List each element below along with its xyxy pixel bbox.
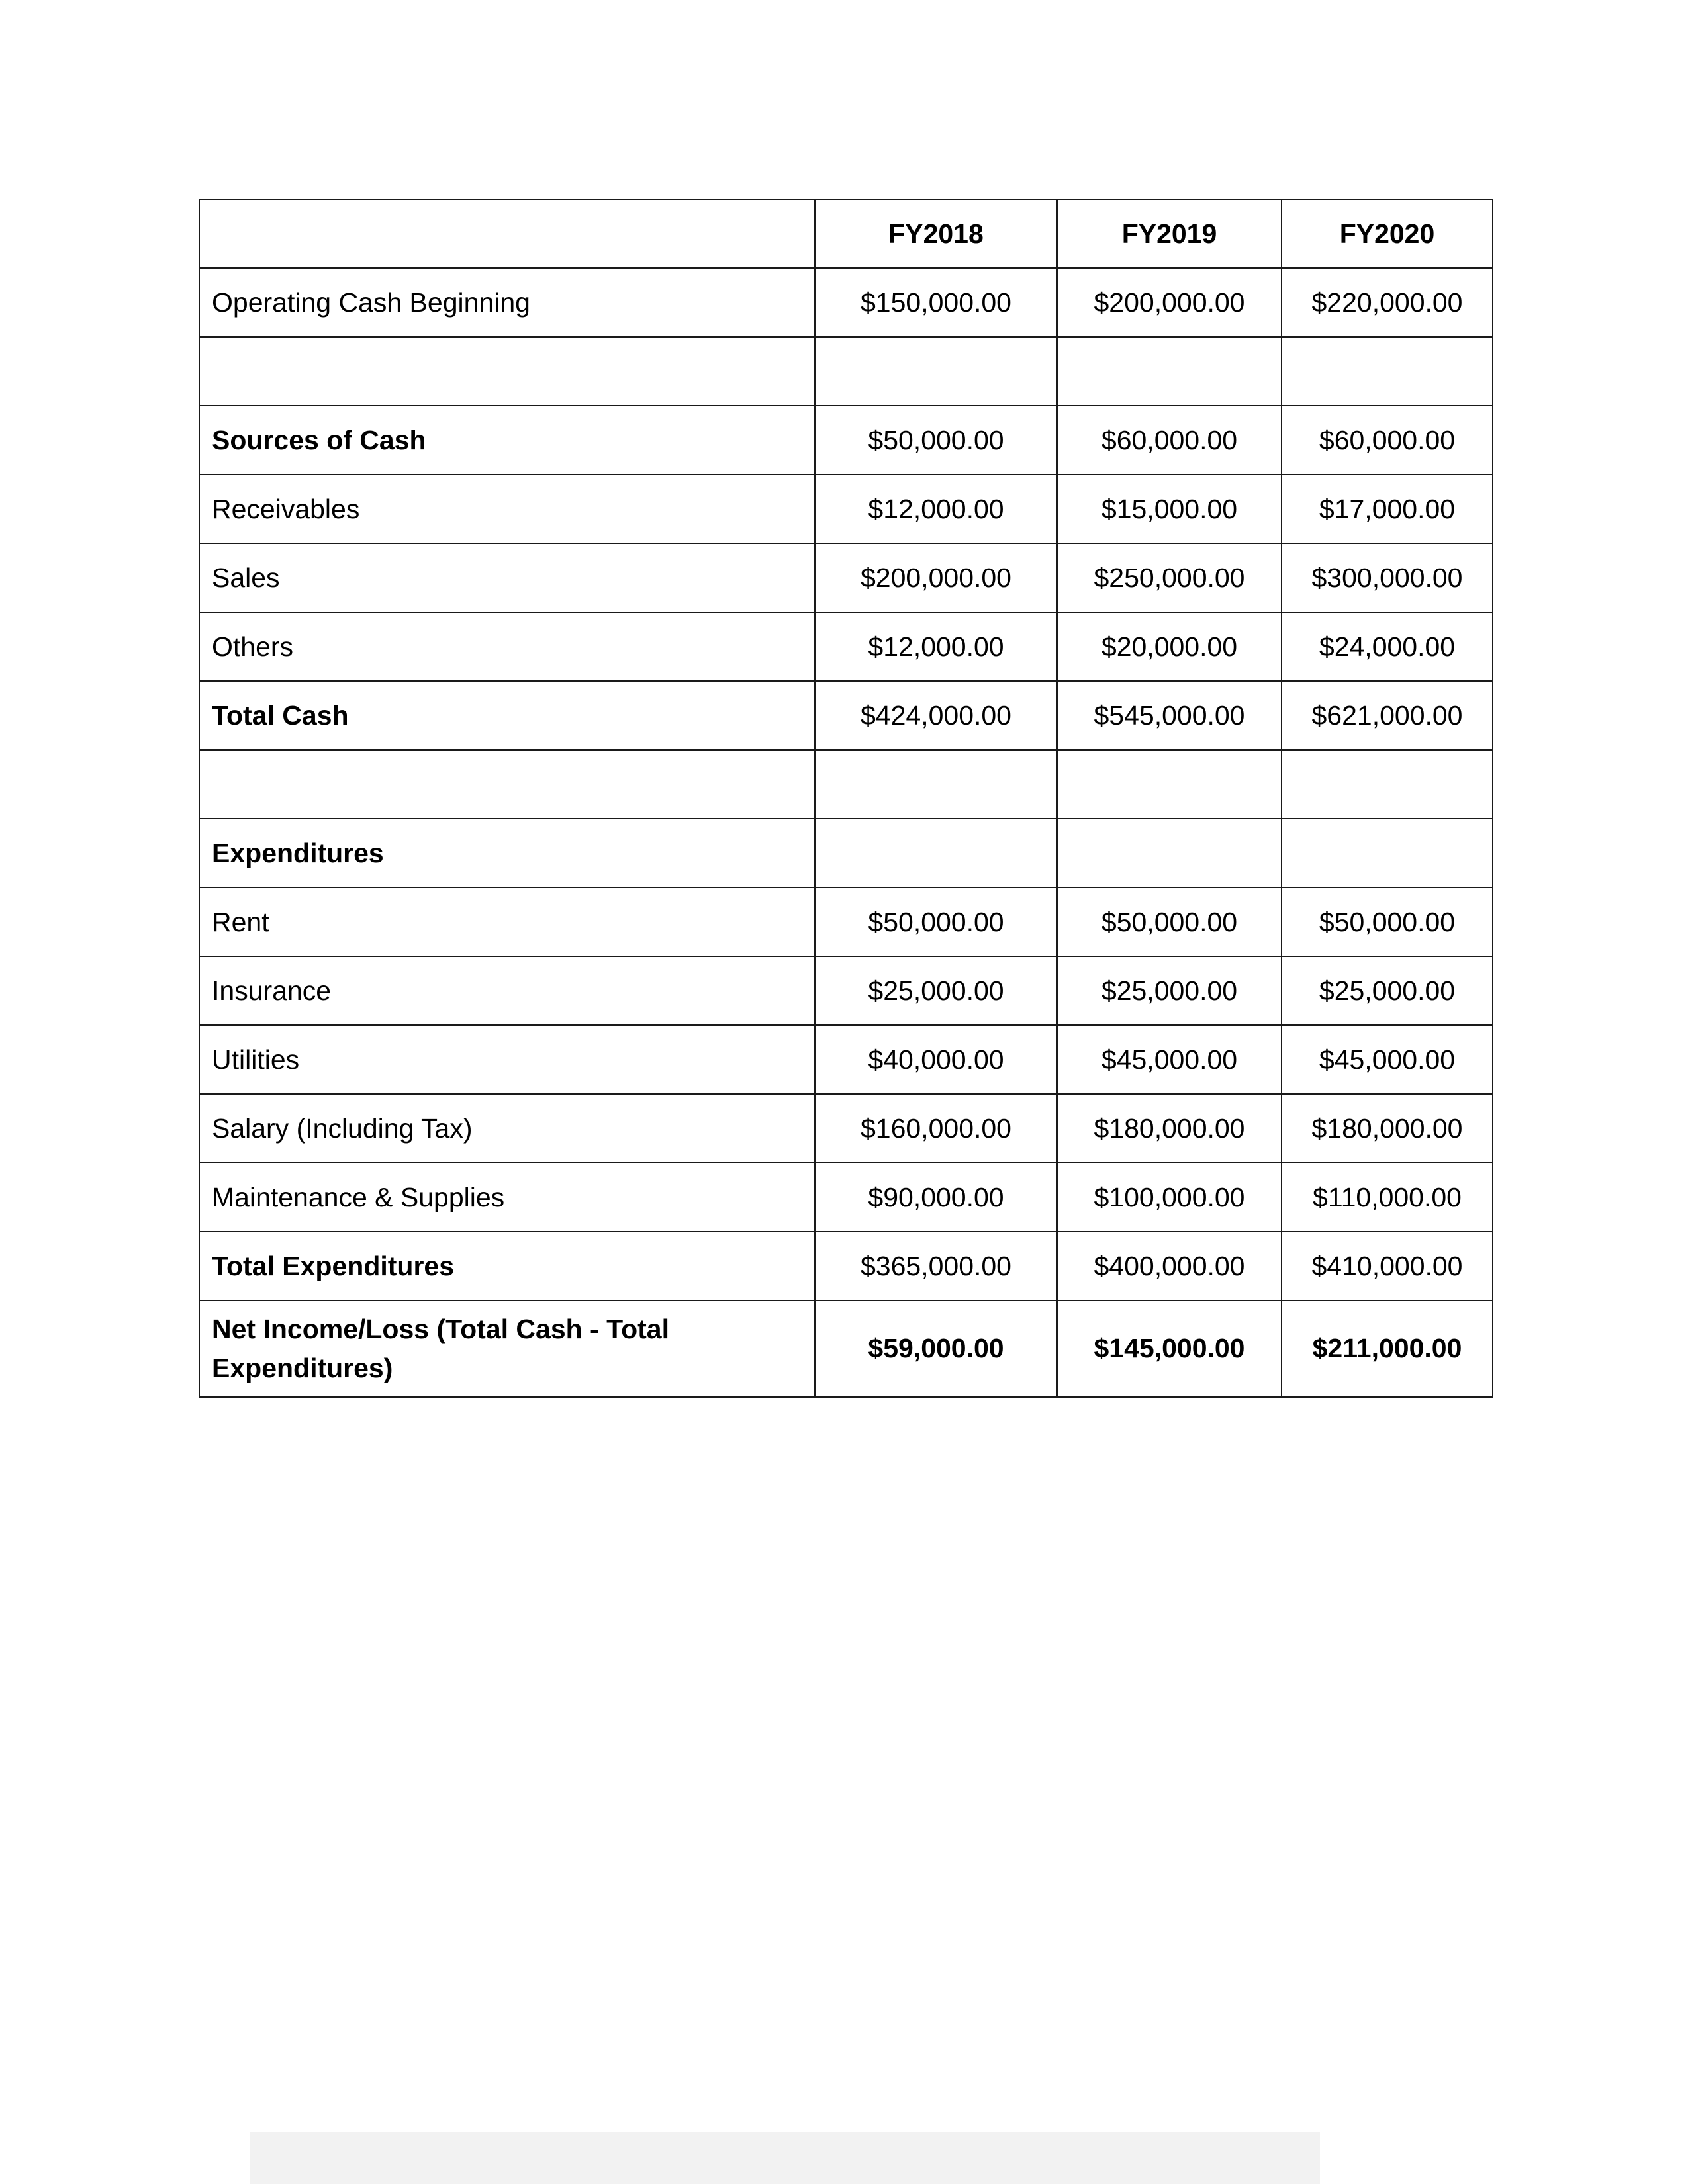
value-cell: $410,000.00 [1282, 1232, 1493, 1300]
value-cell: $211,000.00 [1282, 1300, 1493, 1397]
value-cell: $150,000.00 [815, 268, 1057, 337]
value-cell: $365,000.00 [815, 1232, 1057, 1300]
value-cell: $60,000.00 [1282, 406, 1493, 475]
row-label-cell: Expenditures [199, 819, 815, 887]
value-cell: $17,000.00 [1282, 475, 1493, 543]
value-cell [1057, 337, 1282, 406]
table-row [199, 475, 1493, 543]
header-cell-fy2020: FY2020 [1282, 199, 1493, 268]
value-cell: $300,000.00 [1282, 543, 1493, 612]
value-cell: $50,000.00 [1057, 887, 1282, 956]
value-cell: $50,000.00 [1282, 887, 1493, 956]
value-cell: $45,000.00 [1282, 1025, 1493, 1094]
table-row [199, 268, 1493, 337]
table-row [199, 819, 1493, 887]
value-cell: $15,000.00 [1057, 475, 1282, 543]
row-label-cell: Insurance [199, 956, 815, 1025]
table-header-row [199, 199, 1493, 268]
value-cell: $180,000.00 [1282, 1094, 1493, 1163]
table-row [199, 406, 1493, 475]
cash-flow-table [199, 199, 1493, 1398]
row-label-cell [199, 337, 815, 406]
value-cell [815, 337, 1057, 406]
value-cell: $90,000.00 [815, 1163, 1057, 1232]
value-cell: $545,000.00 [1057, 681, 1282, 750]
header-cell-label [199, 199, 815, 268]
header-cell-fy2018: FY2018 [815, 199, 1057, 268]
table-row [199, 956, 1493, 1025]
value-cell: $45,000.00 [1057, 1025, 1282, 1094]
value-cell [815, 819, 1057, 887]
value-cell [1057, 750, 1282, 819]
value-cell: $200,000.00 [1057, 268, 1282, 337]
value-cell: $25,000.00 [1057, 956, 1282, 1025]
value-cell [1282, 819, 1493, 887]
table-row [199, 681, 1493, 750]
value-cell: $180,000.00 [1057, 1094, 1282, 1163]
value-cell: $59,000.00 [815, 1300, 1057, 1397]
row-label-cell: Net Income/Loss (Total Cash - Total Expenditures) [199, 1300, 815, 1397]
value-cell: $145,000.00 [1057, 1300, 1282, 1397]
page-footer-bar [250, 2132, 1320, 2184]
value-cell: $621,000.00 [1282, 681, 1493, 750]
value-cell: $25,000.00 [1282, 956, 1493, 1025]
value-cell: $60,000.00 [1057, 406, 1282, 475]
value-cell: $100,000.00 [1057, 1163, 1282, 1232]
row-label-cell: Sales [199, 543, 815, 612]
table-row [199, 750, 1493, 819]
value-cell: $200,000.00 [815, 543, 1057, 612]
value-cell: $250,000.00 [1057, 543, 1282, 612]
table-row [199, 1094, 1493, 1163]
value-cell: $400,000.00 [1057, 1232, 1282, 1300]
row-label-cell: Total Expenditures [199, 1232, 815, 1300]
row-label-cell [199, 750, 815, 819]
row-label-cell: Sources of Cash [199, 406, 815, 475]
value-cell: $12,000.00 [815, 612, 1057, 681]
row-label-cell: Receivables [199, 475, 815, 543]
row-label-cell: Maintenance & Supplies [199, 1163, 815, 1232]
value-cell [815, 750, 1057, 819]
value-cell: $40,000.00 [815, 1025, 1057, 1094]
value-cell: $50,000.00 [815, 406, 1057, 475]
row-label-cell: Total Cash [199, 681, 815, 750]
table-row [199, 1163, 1493, 1232]
table-body [199, 268, 1493, 1397]
row-label-cell: Others [199, 612, 815, 681]
value-cell: $424,000.00 [815, 681, 1057, 750]
table-row [199, 1025, 1493, 1094]
table-row [199, 1232, 1493, 1300]
row-label-cell: Operating Cash Beginning [199, 268, 815, 337]
value-cell: $12,000.00 [815, 475, 1057, 543]
value-cell: $50,000.00 [815, 887, 1057, 956]
row-label-cell: Salary (Including Tax) [199, 1094, 815, 1163]
value-cell: $24,000.00 [1282, 612, 1493, 681]
value-cell: $20,000.00 [1057, 612, 1282, 681]
table-row [199, 1300, 1493, 1397]
value-cell [1282, 337, 1493, 406]
table-row [199, 543, 1493, 612]
table-row [199, 337, 1493, 406]
header-cell-fy2019: FY2019 [1057, 199, 1282, 268]
table-row [199, 612, 1493, 681]
value-cell: $160,000.00 [815, 1094, 1057, 1163]
value-cell: $25,000.00 [815, 956, 1057, 1025]
value-cell: $110,000.00 [1282, 1163, 1493, 1232]
value-cell [1057, 819, 1282, 887]
row-label-cell: Utilities [199, 1025, 815, 1094]
value-cell: $220,000.00 [1282, 268, 1493, 337]
value-cell [1282, 750, 1493, 819]
table-row [199, 887, 1493, 956]
row-label-cell: Rent [199, 887, 815, 956]
